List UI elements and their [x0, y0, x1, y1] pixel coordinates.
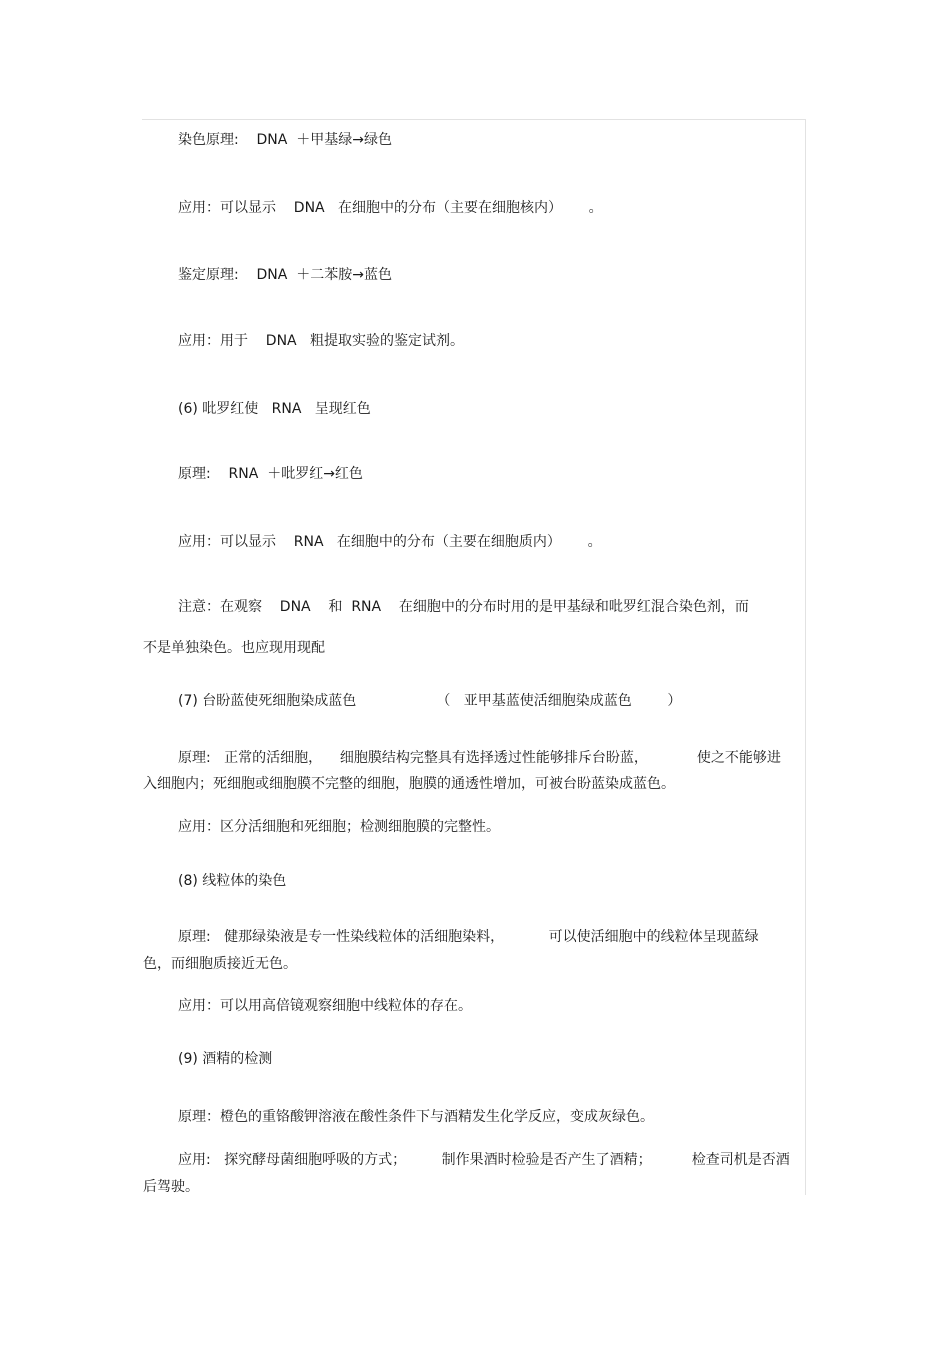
principle-trypan-blue-line1: 原理: 正常的活细胞， 细胞膜结构完整具有选择透过性能够排斥台盼蓝， 使之不能够进: [178, 750, 781, 766]
identification-principle-dna-diphenylamine: 鉴定原理: DNA ＋二苯胺→蓝色: [178, 267, 392, 283]
principle-trypan-blue-line2: 入细胞内；死细胞或细胞膜不完整的细胞，胞膜的通透性增加，可被台盼蓝染成蓝色。: [143, 776, 675, 792]
principle-rna-pyronin: 原理: RNA ＋吡罗红→红色: [178, 466, 363, 482]
application-dna-distribution: 应用：可以显示 DNA 在细胞中的分布（主要在细胞核内） 。: [178, 200, 603, 216]
application-trypan-blue: 应用：区分活细胞和死细胞；检测细胞膜的完整性。: [178, 819, 500, 835]
application-mitochondria: 应用：可以用高倍镜观察细胞中线粒体的存在。: [178, 998, 472, 1014]
heading-alcohol-detection: (9) 酒精的检测: [178, 1051, 273, 1067]
stain-principle-dna-methyl-green: 染色原理: DNA ＋甲基绿→绿色: [178, 132, 392, 148]
application-alcohol-line1: 应用: 探究酵母菌细胞呼吸的方式； 制作果酒时检验是否产生了酒精； 检查司机是否酒: [178, 1152, 790, 1168]
application-alcohol-line2: 后驾驶。: [143, 1179, 199, 1195]
principle-janus-green-line1: 原理: 健那绿染液是专一性染线粒体的活细胞染料， 可以使活细胞中的线粒体呈现蓝绿: [178, 929, 759, 945]
application-rna-distribution: 应用：可以显示 RNA 在细胞中的分布（主要在细胞质内） 。: [178, 534, 602, 550]
principle-dichromate: 原理：橙色的重铬酸钾溶液在酸性条件下与酒精发生化学反应，变成灰绿色。: [178, 1109, 654, 1125]
heading-mitochondria-staining: (8) 线粒体的染色: [178, 873, 287, 889]
note-mixed-stain-line1: 注意：在观察 DNA 和 RNA 在细胞中的分布时用的是甲基绿和吡罗红混合染色剂，而: [178, 599, 749, 615]
application-dna-extraction: 应用：用于 DNA 粗提取实验的鉴定试剂。: [178, 333, 464, 349]
heading-trypan-blue: (7) 台盼蓝使死细胞染成蓝色 （ 亚甲基蓝使活细胞染成蓝色 ）: [178, 693, 682, 709]
principle-janus-green-line2: 色，而细胞质接近无色。: [143, 956, 297, 972]
note-mixed-stain-line2: 不是单独染色。也应现用现配: [143, 640, 325, 656]
heading-pyronin-rna: (6) 吡罗红使 RNA 呈现红色: [178, 401, 371, 417]
